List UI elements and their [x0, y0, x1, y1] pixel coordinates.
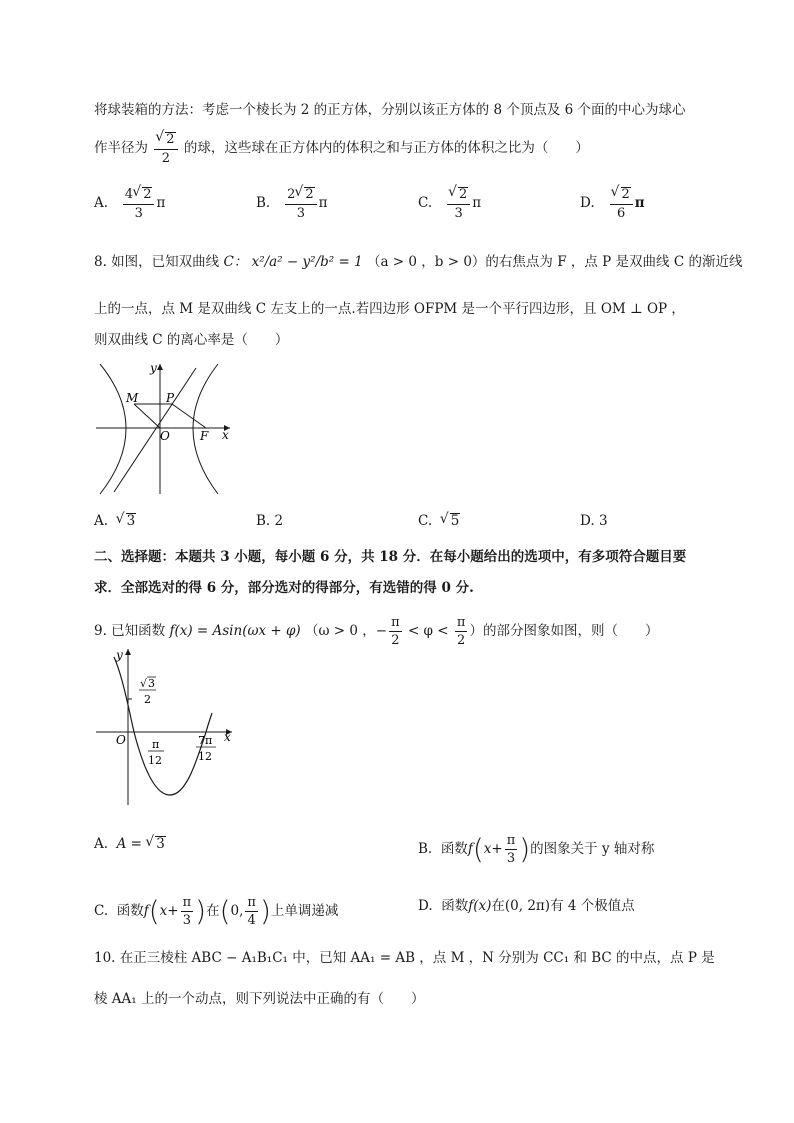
q9-sine-graph-figure [94, 645, 244, 810]
label-pi: π [152, 738, 160, 751]
q8-option-b[interactable]: B. 2 [256, 513, 284, 529]
q9-option-d[interactable]: D. 函数f(x)在(0, 2π)有 4 个极值点 [418, 898, 635, 914]
label-sqrt-symbol: √ [140, 677, 148, 690]
q9-option-a[interactable]: A. A = √ 3 [94, 834, 166, 854]
label-m: M [126, 391, 139, 405]
label-x: x [224, 730, 231, 744]
label-twelve: 12 [148, 754, 162, 767]
fraction-root2-over-2: √ $\frac{2}{2}$ [154, 132, 177, 165]
q7-option-b[interactable]: B. $\frac{2√ 2}{3}$ π [256, 187, 328, 220]
section2-instructions-line1: 二、选择题：本题共 3 小题，每小题 6 分，共 18 分．在每小题给出的选项中，有多项符合题目要 [94, 549, 687, 565]
label-seven-pi: 7π [198, 734, 213, 747]
label-o: O [160, 429, 170, 443]
label-y: y [150, 361, 157, 375]
q7-option-a[interactable]: A. $\frac{4√ 2}{3}$ π [94, 187, 165, 220]
q7-stem-line1: 将球装箱的方法：考虑一个棱长为 2 的正方体，分别以该正方体的 8 个顶点及 6 个面的中心为球心 [94, 102, 686, 118]
label-x: x [222, 428, 229, 442]
label-o: O [116, 733, 126, 747]
q7-option-c[interactable]: C. √ $\frac{2}{3}$ π [418, 187, 481, 220]
q9-option-c[interactable]: C. 函数f(x+ $\frac{\pi}{3}$ )在(0, $\frac{\pi}{4}$ )上单调递减 [94, 894, 339, 928]
left-branch [100, 364, 126, 494]
q8-stem-line3: 则双曲线 C 的离心率是（ ） [94, 332, 289, 348]
q8-option-a[interactable]: A. √ 3 [94, 511, 136, 531]
sine-curve [114, 657, 212, 795]
q8-option-d[interactable]: D. 3 [580, 513, 608, 529]
label-f: F [200, 429, 209, 443]
q7-stem-line2: 作半径为 √ $\frac{2}{2}$ 的球，这些球在正方体内的体积之和与正方体的体积之比为（ ） [94, 132, 589, 165]
segment-om [134, 404, 160, 428]
label-two: 2 [144, 693, 151, 706]
label-twelve-2: 12 [198, 750, 212, 763]
q10-stem-line1: 10. 在正三棱柱 ABC − A₁B₁C₁ 中，已知 AA₁ = AB ，点 M ，N 分别为 CC₁ 和 BC 的中点，点 P 是 [94, 950, 715, 966]
q8-stem-line1: 8. 如图，已知双曲线 C： x²/a² − y²/b² = 1 （a > 0 ，b > 0）的右焦点为 F ，点 P 是双曲线 C 的渐近线 [94, 254, 743, 270]
q9-stem: 9. 已知函数 f(x) = Asin(ωx + φ) （ω > 0 ，− $\frac{\pi}{2}$ < φ < $\frac{\pi}{2}$ ）的部分图象如图，则（ ） [94, 615, 659, 648]
q8-stem-line2: 上的一点，点 M 是双曲线 C 左支上的一点.若四边形 OFPM 是一个平行四边形，且 OM ⊥ OP ， [94, 301, 685, 317]
q8-hyperbola-figure [94, 360, 234, 498]
label-y: y [116, 648, 123, 662]
section2-instructions-line2: 求．全部选对的得 6 分，部分选对的得部分，有选错的得 0 分. [94, 580, 474, 596]
q8-option-c[interactable]: C. √ 5 [418, 511, 460, 531]
q9-option-b[interactable]: B. 函数f(x+ $\frac{\pi}{3}$ )的图象关于 y 轴对称 [418, 832, 655, 866]
label-sqrt3: 3 [148, 677, 155, 690]
q10-stem-line2: 棱 AA₁ 上的一个动点，则下列说法中正确的有（ ） [94, 991, 425, 1007]
q7-option-d[interactable]: D. √ $\frac{2}{6}$ π [580, 187, 645, 220]
label-p: P [166, 391, 175, 405]
